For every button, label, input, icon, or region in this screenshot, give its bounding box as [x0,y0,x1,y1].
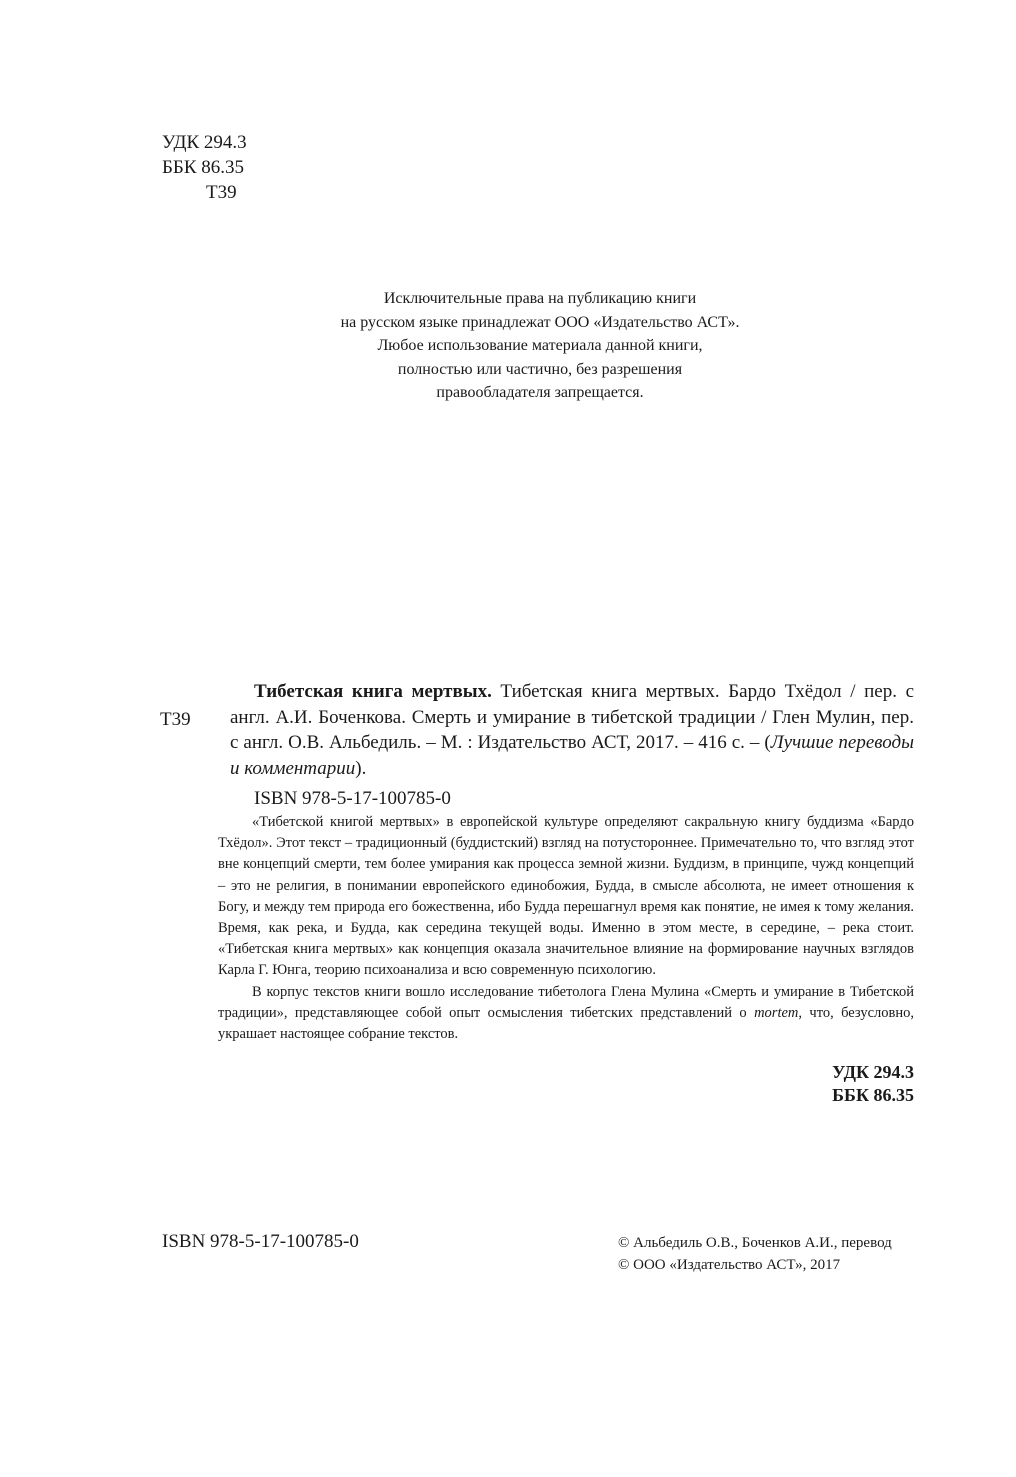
rights-line: на русском языке принадлежат ООО «Издательство АСТ». [340,313,740,331]
bbk-code-bold: ББК 86.35 [832,1085,914,1105]
copyright-line: © Альбедиль О.В., Боченков А.И., перевод [618,1235,892,1251]
bibliographic-description [230,679,914,781]
footer-isbn: ISBN 978-5-17-100785-0 [162,1231,359,1252]
rights-line: Любое использование материала данной книги, [377,337,703,354]
rights-line: полностью или частично, без разрешения [397,360,683,378]
annotation [218,812,914,1045]
annotation-paragraph-1: «Тибетской книгой мертвых» в европейской культуре определяют сакральную книгу буддизма «Бардо Тхёдол». Этот текст – традиционный (буддистский) взгляд на потустороннее. Примечательно то, что взгляд этот вне концепций смерти, тем более умирания как процесса земной жизни. Буддизм, в принципе, чужд концепций – это не религия, в понимании европейского единобожия, Будда, в смысле абсолюта, не имеет отношения к Богу, и между тем природа его божественна, ибо Будда перешагнул время как понятие, не имея к тому желания. Время, как река, и Будда, как середина текущей воды. Именно в этом месте, в середине, – река стоит. «Тибетская книга мертвых» как концепция оказала значительное влияние на формирование научных взглядов Карла Г. Юнга, теорию психоанализа и всю современную психологию. [218,814,914,979]
rights-line: Исключительные права на публикацию книги [383,290,697,307]
annotation-text-end: , что, безусловно, украшает настоящее собрание текстов. [218,1004,914,1043]
rights-notice [290,287,790,405]
annotation-text: В корпус текстов книги вошло исследование тибетолога Глена Мулина «Смерть и умирание в Тибетской традиции», представляющее собой опыт осмысления тибетских представлений о [218,983,914,1021]
bbk-code: ББК 86.35 [162,157,244,178]
isbn-record: ISBN 978-5-17-100785-0 [254,788,451,809]
series-name: Лучшие переводы и комментарии [230,732,915,779]
description-end: ). [355,757,367,779]
annotation-italic-term: mortem [754,1004,799,1021]
annotation-paragraph-2 [218,982,914,1046]
copyright-block [618,1232,892,1276]
rights-line: правообладателя запрещается. [436,384,644,401]
book-title: Тибетская книга мертвых. [254,681,492,702]
copyright-line: © ООО «Издательство АСТ», 2017 [618,1257,841,1273]
side-author-sign: Т39 [160,709,191,730]
bibliographic-record [230,679,914,812]
description-body: Тибетская книга мертвых. Бардо Тхёдол / пер. с англ. А.И. Боченкова. Смерть и умирание в тибетской традиции / Глен Мулин, пер. с англ. О.В. Альбедиль. – М. : Издательство АСТ, 2017. – 416 с. – ( [230,681,915,753]
udk-code: УДК 294.3 [162,132,247,153]
classification-codes-top [162,130,247,205]
classification-codes-bottom [832,1061,914,1107]
author-sign: Т39 [206,182,237,203]
udk-code-bold: УДК 294.3 [832,1062,914,1082]
